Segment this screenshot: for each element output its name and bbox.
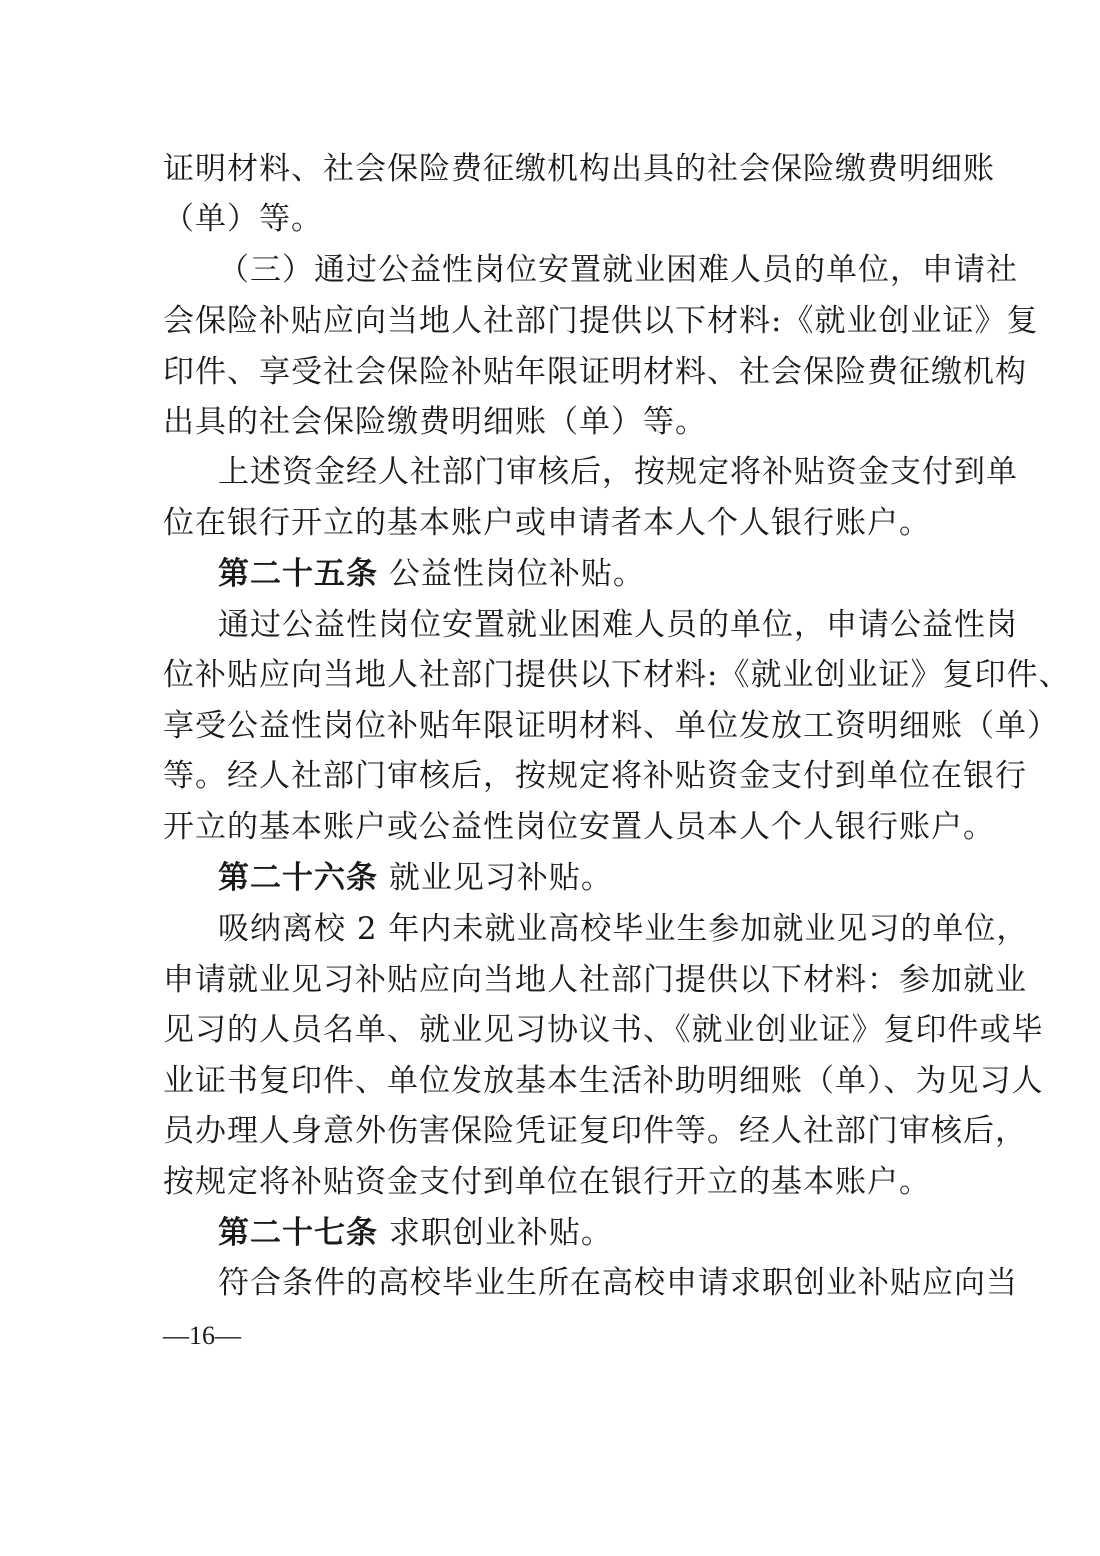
text-line: 见习的人员名单、就业见习协议书、《就业创业证》复印件或毕 <box>163 1012 1044 1048</box>
text-line: （三）通过公益性岗位安置就业困难人员的单位，申请社 <box>218 252 1018 288</box>
text-line: 享受公益性岗位补贴年限证明材料、单位发放工资明细账（单） <box>163 708 1059 744</box>
text-line: 证明材料、社会保险费征缴机构出具的社会保险缴费明细账 <box>163 151 995 187</box>
text-line: 符合条件的高校毕业生所在高校申请求职创业补贴应向当 <box>218 1265 1018 1301</box>
text-line: 申请就业见习补贴应向当地人社部门提供以下材料：参加就业 <box>163 962 1027 998</box>
article-subject: 求职创业补贴。 <box>388 1215 613 1251</box>
article-heading <box>218 853 943 903</box>
text-line: 会保险补贴应向当地人社部门提供以下材料:《就业创业证》复 <box>163 303 1039 339</box>
text-line: 出具的社会保险缴费明细账（单）等。 <box>163 404 707 440</box>
article-subject: 公益性岗位补贴。 <box>388 556 645 592</box>
article-heading <box>218 549 943 599</box>
article-number: 第二十七条 <box>218 1215 378 1251</box>
text-line: 按规定将补贴资金支付到单位在银行开立的基本账户。 <box>163 1164 931 1200</box>
text-line: 员办理人身意外伤害保险凭证复印件等。经人社部门审核后， <box>163 1113 1027 1149</box>
article-number: 第二十六条 <box>218 860 378 896</box>
text-line: 印件、享受社会保险补贴年限证明材料、社会保险费征缴机构 <box>163 354 1027 390</box>
text-line: （单）等。 <box>163 201 323 237</box>
text-line: 开立的基本账户或公益性岗位安置人员本人个人银行账户。 <box>163 809 995 845</box>
text-line: 位在银行开立的基本账户或申请者本人个人银行账户。 <box>163 505 931 541</box>
article-subject: 就业见习补贴。 <box>388 860 613 896</box>
article-number: 第二十五条 <box>218 556 378 592</box>
text-line: 吸纳离校 2 年内未就业高校毕业生参加就业见习的单位， <box>218 911 1029 947</box>
text-line: 位补贴应向当地人社部门提供以下材料:《就业创业证》复印件、 <box>163 657 1071 693</box>
article-heading <box>218 1208 943 1258</box>
text-line: 通过公益性岗位安置就业困难人员的单位，申请公益性岗 <box>218 607 1018 643</box>
text-line: 上述资金经人社部门审核后，按规定将补贴资金支付到单 <box>218 454 1018 490</box>
text-line: 等。经人社部门审核后，按规定将补贴资金支付到单位在银行 <box>163 758 1027 794</box>
text-line: 业证书复印件、单位发放基本生活补助明细账（单）、为见习人 <box>163 1063 1044 1099</box>
page-number: —16— <box>163 1321 241 1350</box>
